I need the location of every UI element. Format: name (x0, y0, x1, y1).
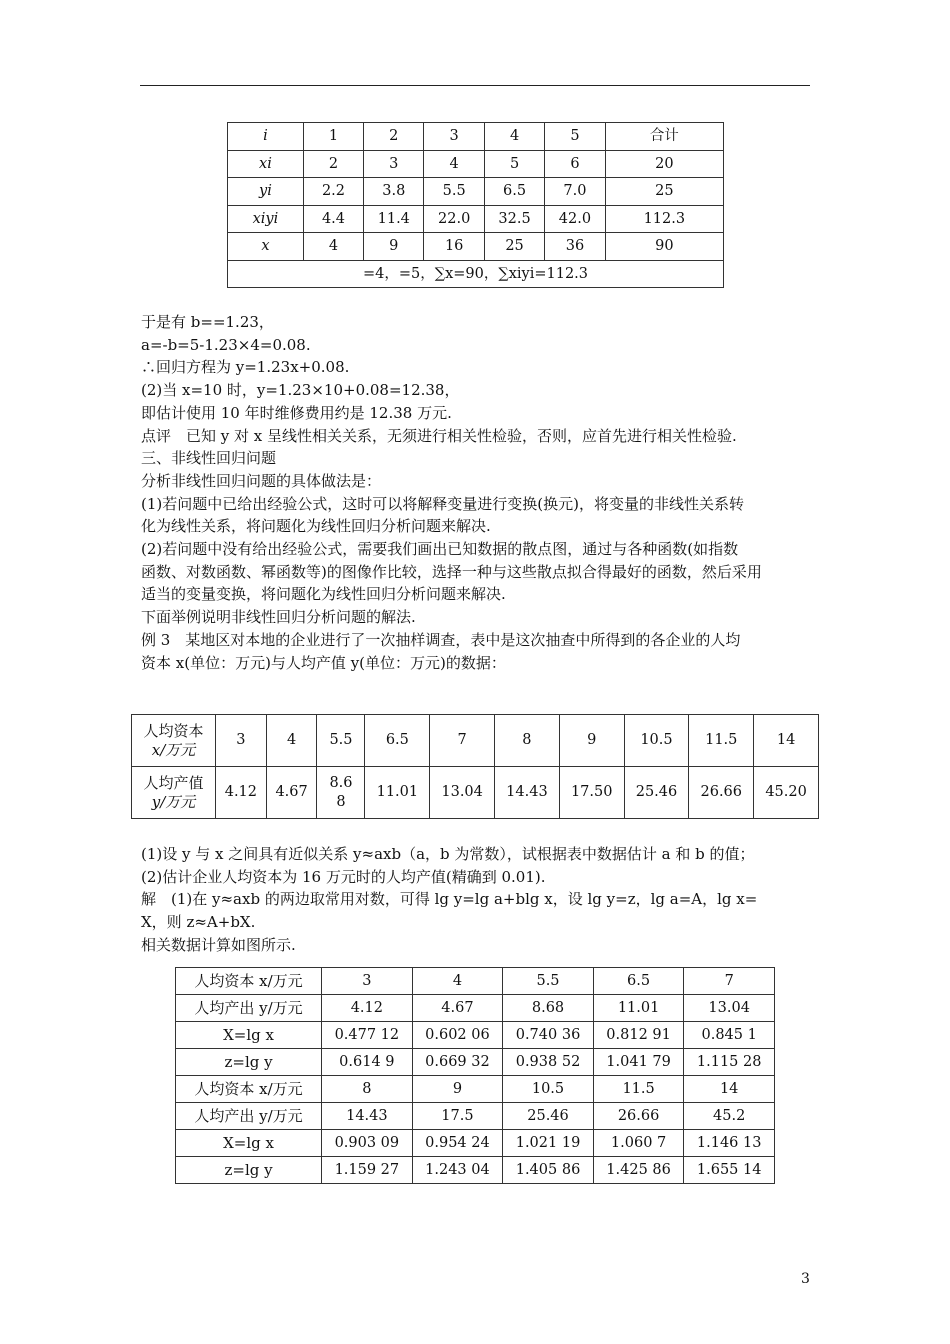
table-cell: 2 (303, 150, 363, 178)
table-cell: 11.5 (689, 715, 754, 767)
table-cell: 4 (303, 233, 363, 261)
table-cell: 0.845 1 (684, 1022, 775, 1049)
table-cell: 0.954 24 (412, 1130, 503, 1157)
table-row (228, 178, 724, 206)
capital-output-table (131, 714, 819, 819)
table-cell: 45.2 (684, 1103, 775, 1130)
table-cell: 8 (322, 1076, 413, 1103)
table-cell: 2.2 (303, 178, 363, 206)
table-cell: 3 (364, 150, 424, 178)
table-cell: 3.8 (364, 178, 424, 206)
text-line: 下面举例说明非线性回归分析问题的解法. (141, 608, 416, 627)
table-row (176, 1049, 775, 1076)
table-cell: 90 (605, 233, 723, 261)
table-cell: 5.5 (317, 715, 365, 767)
table-cell: 0.903 09 (322, 1130, 413, 1157)
table-cell: 10.5 (624, 715, 689, 767)
table-cell: 14 (684, 1076, 775, 1103)
regression-sum-table (227, 122, 724, 288)
table-row (176, 1076, 775, 1103)
table-cell: 16 (424, 233, 484, 261)
header-rule (140, 85, 810, 86)
table-cell: 4 (266, 715, 317, 767)
table-cell: 26.66 (689, 767, 754, 819)
text-line: 相关数据计算如图所示. (141, 935, 296, 954)
table-cell: 32.5 (484, 205, 544, 233)
page-number: 3 (801, 1271, 810, 1287)
table-cell: 0.740 36 (503, 1022, 594, 1049)
table-cell: 4.67 (266, 767, 317, 819)
solution-text-block (141, 311, 813, 674)
table-cell: 26.66 (593, 1103, 684, 1130)
text-line: X，则 z≈A+bX. (141, 913, 256, 932)
table-cell: 3 (322, 968, 413, 995)
table-row-label: z=lg y (176, 1049, 322, 1076)
table-cell: 5.5 (503, 968, 594, 995)
table-row-label (132, 715, 216, 767)
table-cell: 1 (303, 123, 363, 151)
table-cell: 11.4 (364, 205, 424, 233)
table-row (228, 233, 724, 261)
table-cell: 3 (216, 715, 267, 767)
table-row (176, 1130, 775, 1157)
table-cell: 4 (424, 150, 484, 178)
table-cell: 4 (484, 123, 544, 151)
question-text-block (141, 843, 813, 957)
table-body (176, 968, 775, 1184)
table-cell: 6.5 (484, 178, 544, 206)
table-row (228, 260, 724, 288)
text-line: 资本 x(单位：万元)与人均产值 y(单位：万元)的数据： (141, 653, 506, 672)
table-cell: 20 (605, 150, 723, 178)
table-cell: 6.5 (593, 968, 684, 995)
table-cell: 0.602 06 (412, 1022, 503, 1049)
text-line: a=-b=5-1.23×4=0.08. (141, 335, 311, 354)
table-row-label: 人均资本 x/万元 (176, 1076, 322, 1103)
table-cell: 10.5 (503, 1076, 594, 1103)
table-cell: 14 (754, 715, 819, 767)
table-row-label: z=lg y (176, 1157, 322, 1184)
table-cell: 14.43 (495, 767, 560, 819)
table-cell: 25.46 (624, 767, 689, 819)
table-cell: 1.041 79 (593, 1049, 684, 1076)
label-line: y/万元 (151, 792, 196, 811)
table-row (132, 767, 819, 819)
table-cell: 9 (412, 1076, 503, 1103)
cell-line: 8.6 (329, 775, 353, 792)
text-line: (2)估计企业人均资本为 16 万元时的人均产值(精确到 0.01). (141, 867, 546, 886)
text-line: 点评 已知 y 对 x 呈线性相关关系，无须进行相关性检验，否则，应首先进行相关性检验. (141, 426, 737, 445)
table-cell: i (228, 123, 304, 151)
text-line: 解 (1)在 y≈axb 的两边取常用对数，可得 lg y=lg a+blg x，设 lg y=z，lg a=A，lg x= (141, 890, 758, 909)
table-cell: 1.243 04 (412, 1157, 503, 1184)
label-line: 人均产值 (143, 773, 204, 792)
table-cell: 13.04 (684, 995, 775, 1022)
table-cell: 1.115 28 (684, 1049, 775, 1076)
table-cell: 7 (684, 968, 775, 995)
table-cell: 1.060 7 (593, 1130, 684, 1157)
table-cell: 6.5 (365, 715, 430, 767)
table-cell: 17.50 (559, 767, 624, 819)
table-cell: 8.68 (503, 995, 594, 1022)
table-cell: 11.01 (365, 767, 430, 819)
label-line: x/万元 (151, 740, 196, 759)
table-cell: 4.12 (322, 995, 413, 1022)
table-cell: 9 (559, 715, 624, 767)
table-cell: 1.146 13 (684, 1130, 775, 1157)
table-footer-cell: =4，=5，∑x=90，∑xiyi=112.3 (228, 260, 724, 288)
table-cell: 25 (484, 233, 544, 261)
table-cell: 11.01 (593, 995, 684, 1022)
table-row (228, 123, 724, 151)
text-line: ∴回归方程为 y=1.23x+0.08. (141, 358, 350, 377)
table-cell: 0.477 12 (322, 1022, 413, 1049)
table-cell: 5 (545, 123, 605, 151)
table-cell: 25 (605, 178, 723, 206)
table-cell: 2 (364, 123, 424, 151)
section-heading: 三、非线性回归问题 (141, 449, 277, 468)
log-transform-table (175, 967, 775, 1184)
table-cell: xi (228, 150, 304, 178)
label-line: 人均资本 (143, 721, 204, 740)
table-row-label: 人均产出 y/万元 (176, 1103, 322, 1130)
table-row (176, 1022, 775, 1049)
table-row-label: X=lg x (176, 1022, 322, 1049)
example-title: 例 3 某地区对本地的企业进行了一次抽样调查，表中是这次抽查中所得到的各企业的人均 (141, 630, 741, 649)
table-cell: 1.159 27 (322, 1157, 413, 1184)
table-cell: 合计 (605, 123, 723, 151)
table-cell: 5 (484, 150, 544, 178)
text-line: (2)若问题中没有给出经验公式，需要我们画出已知数据的散点图，通过与各种函数(如指数 (141, 540, 739, 559)
table-row-label: 人均资本 x/万元 (176, 968, 322, 995)
table-cell: x (228, 233, 304, 261)
table-cell: 5.5 (424, 178, 484, 206)
table-row (228, 205, 724, 233)
table-cell: 1.425 86 (593, 1157, 684, 1184)
table-cell: 4.67 (412, 995, 503, 1022)
text-line: 函数、对数函数、幂函数等)的图像作比较，选择一种与这些散点拟合得最好的函数，然后采用 (141, 562, 762, 581)
table-cell: 4 (412, 968, 503, 995)
table-cell: 45.20 (754, 767, 819, 819)
table-cell: 1.405 86 (503, 1157, 594, 1184)
table-cell: 1.021 19 (503, 1130, 594, 1157)
table-cell: 14.43 (322, 1103, 413, 1130)
table-cell: 0.669 32 (412, 1049, 503, 1076)
table-cell: 4.4 (303, 205, 363, 233)
text-line: 于是有 b==1.23， (141, 313, 274, 331)
table-cell: 1.655 14 (684, 1157, 775, 1184)
table-row-label (132, 767, 216, 819)
table-cell: 7 (430, 715, 495, 767)
table-row (132, 715, 819, 767)
table-cell: 0.614 9 (322, 1049, 413, 1076)
table-cell: 17.5 (412, 1103, 503, 1130)
table-cell: 6 (545, 150, 605, 178)
table-row-label: X=lg x (176, 1130, 322, 1157)
table-row (228, 150, 724, 178)
table-cell: 42.0 (545, 205, 605, 233)
text-line: 适当的变量变换，将问题化为线性回归分析问题来解决. (141, 585, 506, 604)
text-line: 化为线性关系，将问题化为线性回归分析问题来解决. (141, 517, 491, 536)
table-cell: 0.938 52 (503, 1049, 594, 1076)
table-row (176, 1103, 775, 1130)
table-cell: 11.5 (593, 1076, 684, 1103)
text-line: (2)当 x=10 时，y=1.23×10+0.08=12.38， (141, 381, 460, 400)
table-cell: yi (228, 178, 304, 206)
table-cell: xiyi (228, 205, 304, 233)
table-row (176, 995, 775, 1022)
table-cell: 4.12 (216, 767, 267, 819)
table-row (176, 1157, 775, 1184)
table-cell: 13.04 (430, 767, 495, 819)
table-cell: 36 (545, 233, 605, 261)
table-cell: 112.3 (605, 205, 723, 233)
table-cell (317, 767, 365, 819)
table-cell: 3 (424, 123, 484, 151)
table-cell: 9 (364, 233, 424, 261)
text-line: (1)设 y 与 x 之间具有近似关系 y≈axb（a，b 为常数），试根据表中数据估计 a 和 b 的值； (141, 845, 755, 863)
table-cell: 8 (495, 715, 560, 767)
table-cell: 0.812 91 (593, 1022, 684, 1049)
table-cell: 25.46 (503, 1103, 594, 1130)
cell-line: 8 (336, 793, 346, 810)
table-row-label: 人均产出 y/万元 (176, 995, 322, 1022)
table-cell: 22.0 (424, 205, 484, 233)
table-cell: 7.0 (545, 178, 605, 206)
text-line: 分析非线性回归问题的具体做法是： (141, 471, 382, 490)
table-row (176, 968, 775, 995)
text-line: 即估计使用 10 年时维修费用约是 12.38 万元. (141, 403, 452, 422)
text-line: (1)若问题中已给出经验公式，这时可以将解释变量进行变换(换元)，将变量的非线性关系转 (141, 494, 744, 513)
